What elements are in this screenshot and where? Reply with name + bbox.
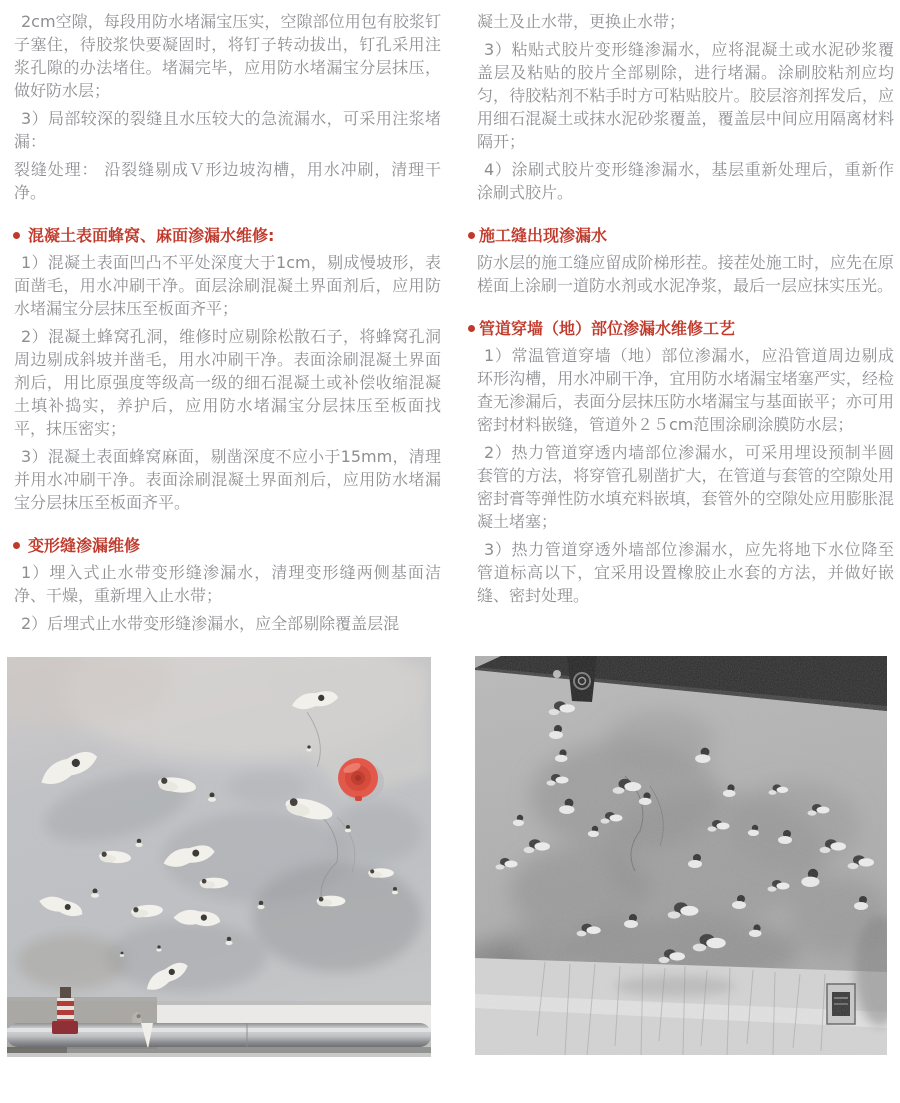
photo-peeling-ceiling [7, 657, 431, 1057]
paragraph: 3）热力管道穿透外墙部位渗漏水，应先将地下水位降至管道标高以下，宜采用设置橡胶止水套的方法，并做好嵌缝、密封处理。 [477, 540, 894, 605]
text-column-right [477, 10, 894, 612]
paragraph: 1）埋入式止水带变形缝渗漏水，清理变形缝两侧基面洁净、干燥，重新埋入止水带； [14, 563, 441, 605]
paragraph: 防水层的施工缝应留成阶梯形茬。接茬处施工时，应先在原槎面上涂刷一道防水剂或水泥净浆，最后一层应抹实压光。 [477, 253, 894, 295]
section-heading-label: 混凝土表面蜂窝、麻面渗漏水维修: [28, 226, 275, 245]
paragraph: 2cm空隙，每段用防水堵漏宝压实，空隙部位用包有胶浆钉子塞住，待胶浆快要凝固时，将钉子转动拔出，钉孔采用注浆孔隙的办法堵住。堵漏完毕，应用防水堵漏宝分层抹压，做好防水层； [14, 12, 441, 100]
section-heading [477, 317, 894, 340]
paragraph: 1）常温管道穿墙（地）部位渗漏水，应沿管道周边剔成环形沟槽，用水冲刷干净，宜用防水堵漏宝堵塞严实，经检查无渗漏后，表面分层抹压防水堵漏宝与基面嵌平；亦可用密封材料嵌缝，管道外２５cm范围涂刷涂膜防水层； [477, 346, 894, 434]
bullet-icon [13, 542, 20, 549]
paragraph: 2）热力管道穿透内墙部位渗漏水，可采用埋设预制半圆套管的方法，将穿管孔剔凿扩大，在管道与套管的空隙处用密封膏等弹性防水填充料嵌填，套管外的空隙处应用膨胀混凝土堵塞； [477, 443, 894, 531]
paragraph: 4）涂刷式胶片变形缝渗漏水，基层重新处理后，重新作涂刷式胶片。 [477, 160, 894, 202]
bullet-icon [13, 232, 20, 239]
section-heading-label: 施工缝出现渗漏水 [479, 226, 608, 245]
paragraph: 3）混凝土表面蜂窝麻面，剔凿深度不应小于15mm，清理并用水冲刷干净。表面涂刷混凝土界面剂后，应用防水堵漏宝分层抹压至板面齐平。 [14, 447, 441, 512]
paragraph: 裂缝处理： 沿裂缝剔成Ｖ形边坡沟槽，用水冲刷，清理干净。 [14, 160, 441, 202]
bullet-icon [468, 232, 475, 239]
section-heading [477, 224, 894, 247]
paragraph: 凝土及止水带，更换止水带； [477, 12, 686, 31]
section-heading-label: 管道穿墙（地）部位渗漏水维修工艺 [479, 319, 736, 338]
section-heading [14, 534, 441, 557]
bullet-icon [468, 325, 475, 332]
photo-stained-wall [475, 656, 887, 1055]
paragraph: 3）局部较深的裂缝且水压较大的急流漏水，可采用注浆堵漏： [14, 109, 441, 151]
paragraph: 2）后埋式止水带变形缝渗漏水，应全部剔除覆盖层混 [21, 614, 400, 633]
section-heading-label: 变形缝渗漏维修 [28, 536, 141, 555]
paragraph: 3）粘贴式胶片变形缝渗漏水，应将混凝土或水泥砂浆覆盖层及粘贴的胶片全部剔除，进行堵漏。涂刷胶粘剂应均匀，待胶粘剂不粘手时方可粘贴胶片。胶层溶剂挥发后，应用细石混凝土或抹水泥砂浆覆盖，覆盖层中间应用隔离材料隔开； [477, 40, 894, 151]
paragraph: 2）混凝土蜂窝孔洞，维修时应剔除松散石子，将蜂窝孔洞周边剔成斜坡并凿毛，用水冲刷干净。表面涂刷混凝土界面剂后，用比原强度等级高一级的细石混凝土或补偿收缩混凝土填补捣实，养护后，应用防水堵漏宝分层抹压至板面找平，抹压密实； [14, 327, 441, 438]
text-column-left [14, 10, 441, 640]
paragraph: 1）混凝土表面凹凸不平处深度大于1cm，剔成慢坡形，表面凿毛，用水冲刷干净。面层涂刷混凝土界面剂后，应用防水堵漏宝分层抹压至板面齐平； [14, 253, 441, 318]
section-heading [14, 224, 441, 247]
film-grain-overlay [475, 656, 887, 1055]
